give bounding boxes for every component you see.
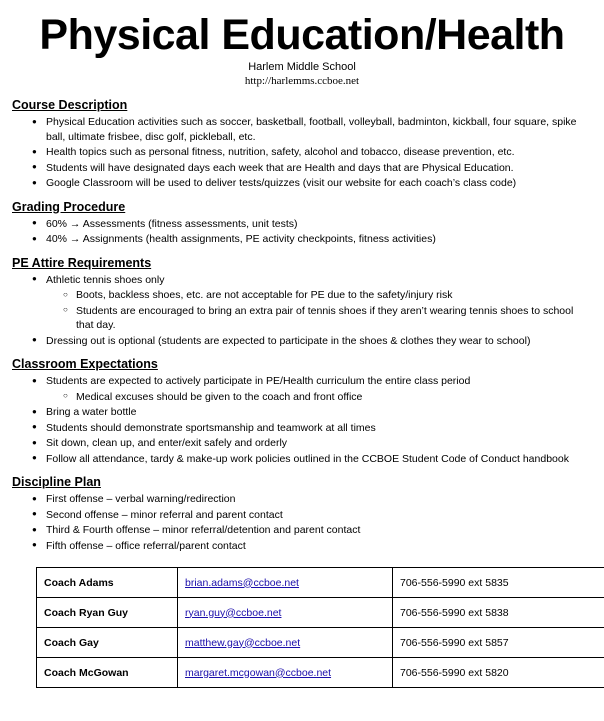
table-row xyxy=(37,568,604,598)
section-heading: Grading Procedure xyxy=(12,199,126,214)
school-name: Harlem Middle School xyxy=(248,61,356,73)
list-item: ● 40% → Assignments (health assignments, PE activity checkpoints, fitness activities) xyxy=(46,232,592,247)
section-list xyxy=(12,273,592,349)
coach-phone-cell: 706-556-5990 ext 5857 xyxy=(393,628,604,658)
coach-phone-cell: 706-556-5990 ext 5838 xyxy=(393,598,604,628)
section-heading: Discipline Plan xyxy=(12,475,101,489)
sub-list xyxy=(46,288,592,333)
list-item: ● Bring a water bottle xyxy=(46,405,592,420)
list-item: ● Google Classroom will be used to deliver tests/quizzes (visit our website for each coach’s class code) xyxy=(46,176,592,191)
section xyxy=(12,473,592,553)
school-website[interactable]: http://harlemms.ccboe.net xyxy=(244,75,360,87)
contact-table xyxy=(36,567,604,688)
email-link[interactable]: ryan.guy@ccboe.net xyxy=(185,606,282,619)
sub-list xyxy=(46,390,592,405)
section-heading: PE Attire Requirements xyxy=(12,255,152,270)
section-list xyxy=(12,115,592,191)
sub-list-item: ○ Medical excuses should be given to the coach and front office xyxy=(76,390,592,405)
coach-name-cell: Coach Gay xyxy=(37,628,178,658)
list-item: ● Sit down, clean up, and enter/exit safely and orderly xyxy=(46,436,592,451)
page-title: Physical Education/Health xyxy=(39,11,565,59)
section-heading: Classroom Expectations xyxy=(12,357,158,371)
list-item: ● Health topics such as personal fitness, nutrition, safety, alcohol and tobacco, disease prevention, etc. xyxy=(46,145,592,160)
coach-name-cell: Coach Ryan Guy xyxy=(37,598,178,628)
section xyxy=(12,96,592,191)
list-item: ● Second offense – minor referral and parent contact xyxy=(46,508,592,523)
coach-name-cell: Coach McGowan xyxy=(37,658,178,688)
list-item: ● Follow all attendance, tardy & make-up work policies outlined in the CCBOE Student Code of Conduct handbook xyxy=(46,452,592,467)
sections-container xyxy=(12,96,592,553)
table-row xyxy=(37,658,604,688)
list-item: ● Students are expected to actively participate in PE/Health curriculum the entire class period ○ Medical excuses should be given to the coach and front office xyxy=(46,374,592,404)
list-item: ● Athletic tennis shoes only ○ Boots, backless shoes, etc. are not acceptable for PE due to the safety/injury risk ○ Students are encouraged to bring an extra pair of tennis shoes if they aren’t wearing tennis shoes to school that day. xyxy=(46,273,592,333)
coach-email-cell xyxy=(178,628,393,658)
table-row xyxy=(37,628,604,658)
coach-email-cell xyxy=(178,658,393,688)
list-item: ● Third & Fourth offense – minor referral/detention and parent contact xyxy=(46,523,592,538)
section xyxy=(12,198,592,247)
list-item: ● First offense – verbal warning/redirection xyxy=(46,492,592,507)
section-list xyxy=(12,492,592,553)
list-item: ● Fifth offense – office referral/parent contact xyxy=(46,539,592,554)
coach-email-cell xyxy=(178,598,393,628)
list-item: ● Students will have designated days each week that are Health and days that are Physical Education. xyxy=(46,161,592,176)
email-link[interactable]: margaret.mcgowan@ccboe.net xyxy=(185,666,332,679)
coach-phone-cell: 706-556-5990 ext 5820 xyxy=(393,658,604,688)
table-row xyxy=(37,598,604,628)
section xyxy=(12,355,592,466)
coach-name-cell: Coach Adams xyxy=(37,568,178,598)
list-item: ● Students should demonstrate sportsmanship and teamwork at all times xyxy=(46,421,592,436)
section-heading: Course Description xyxy=(12,98,128,112)
coach-email-cell xyxy=(178,568,393,598)
section xyxy=(12,254,592,349)
list-item: ● 60% → Assessments (fitness assessments, unit tests) xyxy=(46,217,592,232)
list-item: ● Dressing out is optional (students are expected to participate in the shoes & clothes they wear to school) xyxy=(46,334,592,349)
section-list xyxy=(12,374,592,466)
coach-phone-cell: 706-556-5990 ext 5835 xyxy=(393,568,604,598)
email-link[interactable]: brian.adams@ccboe.net xyxy=(185,576,299,589)
email-link[interactable]: matthew.gay@ccboe.net xyxy=(185,636,301,649)
section-list xyxy=(12,217,592,247)
sub-list-item: ○ Students are encouraged to bring an extra pair of tennis shoes if they aren’t wearing tennis shoes to school that day. xyxy=(76,304,592,333)
sub-list-item: ○ Boots, backless shoes, etc. are not acceptable for PE due to the safety/injury risk xyxy=(76,288,592,303)
list-item: ● Physical Education activities such as soccer, basketball, football, volleyball, badminton, kickball, four square, spike ball, ultimate frisbee, disc golf, pickleball, etc. xyxy=(46,115,592,144)
